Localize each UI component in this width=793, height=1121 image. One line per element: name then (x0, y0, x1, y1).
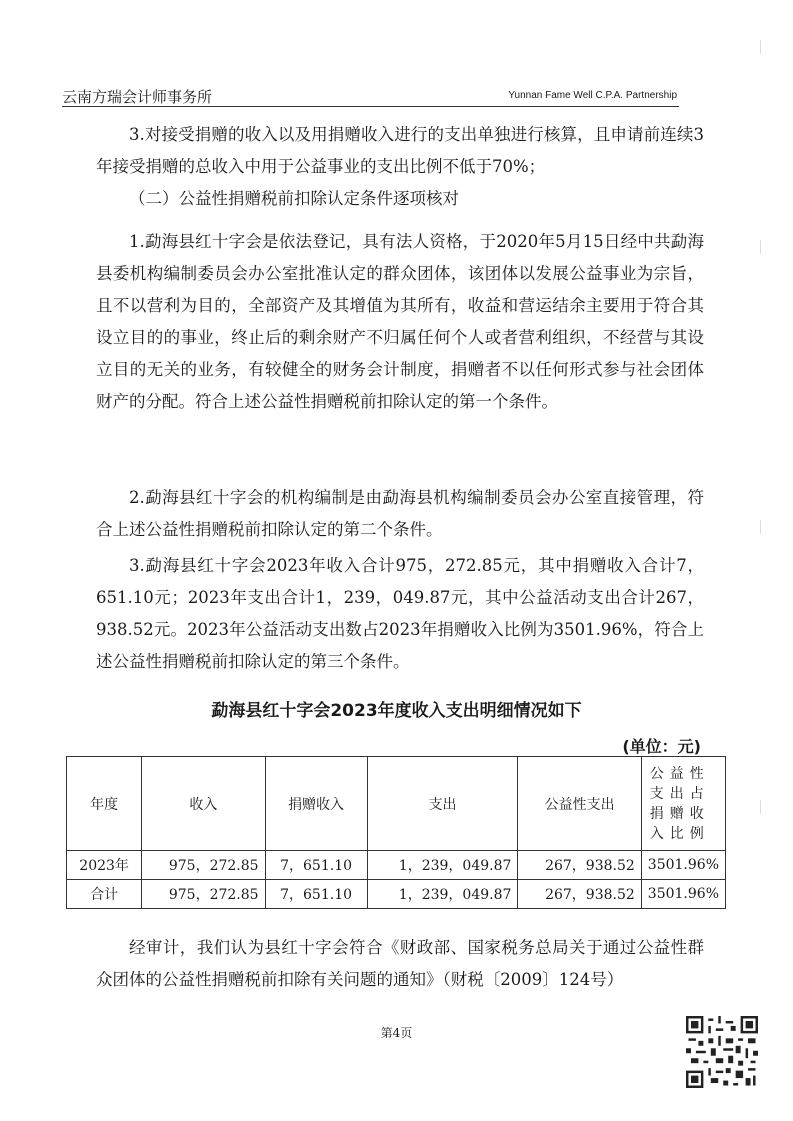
cell-ratio: 3501.96% (641, 880, 725, 909)
paragraph-condition-3: 3.对接受捐赠的收入以及用捐赠收入进行的支出单独进行核算，且申请前连续3年接受捐赠的总收入中用于公益事业的支出比例不低于70%； (96, 125, 704, 176)
binding-mark (760, 800, 771, 814)
cell-public-welfare-expense: 267，938.52 (518, 851, 641, 880)
header-rule (62, 106, 679, 107)
binding-mark (760, 520, 771, 534)
cell-ratio: 3501.96% (641, 851, 725, 880)
firm-name-en: Yunnan Fame Well C.P.A. Partnership (508, 90, 677, 101)
binding-mark (760, 240, 771, 254)
section-heading: （二）公益性捐赠税前扣除认定条件逐项核对 (129, 189, 459, 208)
table-header-row (67, 757, 726, 851)
header-year: 年度 (67, 757, 142, 851)
cell-income: 975，272.85 (142, 880, 265, 909)
header-expense: 支出 (367, 757, 518, 851)
paragraph-check-1: 1.勐海县红十字会是依法登记，具有法人资格，于2020年5月15日经中共勐海县委机构编制委员会办公室批准认定的群众团体，该团体以发展公益事业为宗旨，且不以营利为目的，全部资产及其增值为其所有，收益和营运结余主要用于符合其设立目的的事业，终止后的剩余财产不归属任何个人或者营利组织，不经营与其设立目的无关的业务，有较健全的财务会计制度，捐赠者不以任何形式参与社会团体财产的分配。符合上述公益性捐赠税前扣除认定的第一个条件。 (96, 232, 704, 411)
cell-donation-income: 7，651.10 (265, 851, 367, 880)
page-number: 第4页 (380, 1026, 413, 1040)
header-donation-income: 捐赠收入 (265, 757, 367, 851)
table-row (67, 851, 726, 880)
cell-expense: 1，239，049.87 (367, 880, 518, 909)
header-ratio: 公益性支出占捐赠收入比例 (641, 757, 725, 851)
paragraph-check-2: 2.勐海县红十字会的机构编制是由勐海县机构编制委员会办公室直接管理，符合上述公益性捐赠税前扣除认定的第二个条件。 (96, 488, 704, 539)
header-public-welfare-expense: 公益性支出 (518, 757, 641, 851)
cell-year: 合计 (67, 880, 142, 909)
income-expense-table (66, 756, 726, 909)
qr-code (686, 1016, 758, 1088)
table-row-total (67, 880, 726, 909)
cell-public-welfare-expense: 267，938.52 (518, 880, 641, 909)
header-income: 收入 (142, 757, 265, 851)
cell-expense: 1，239，049.87 (367, 851, 518, 880)
table-title: 勐海县红十字会2023年度收入支出明细情况如下 (211, 701, 582, 721)
paragraph-conclusion: 经审计，我们认为县红十字会符合《财政部、国家税务总局关于通过公益性群众团体的公益性捐赠税前扣除有关问题的通知》（财税〔2009〕124号） (96, 938, 704, 989)
paragraph-check-3: 3.勐海县红十字会2023年收入合计975，272.85元，其中捐赠收入合计7，651.10元；2023年支出合计1，239，049.87元，其中公益活动支出合计267，938.52元。2023年公益活动支出数占2023年捐赠收入比例为3501.96%，符合上述公益性捐赠税前扣除认定的第三个条件。 (96, 556, 704, 671)
table-unit: (单位：元) (622, 737, 701, 756)
cell-donation-income: 7，651.10 (265, 880, 367, 909)
cell-year: 2023年 (67, 851, 142, 880)
binding-mark (760, 40, 771, 54)
cell-income: 975，272.85 (142, 851, 265, 880)
firm-name-cn: 云南方瑞会计师事务所 (62, 88, 213, 106)
